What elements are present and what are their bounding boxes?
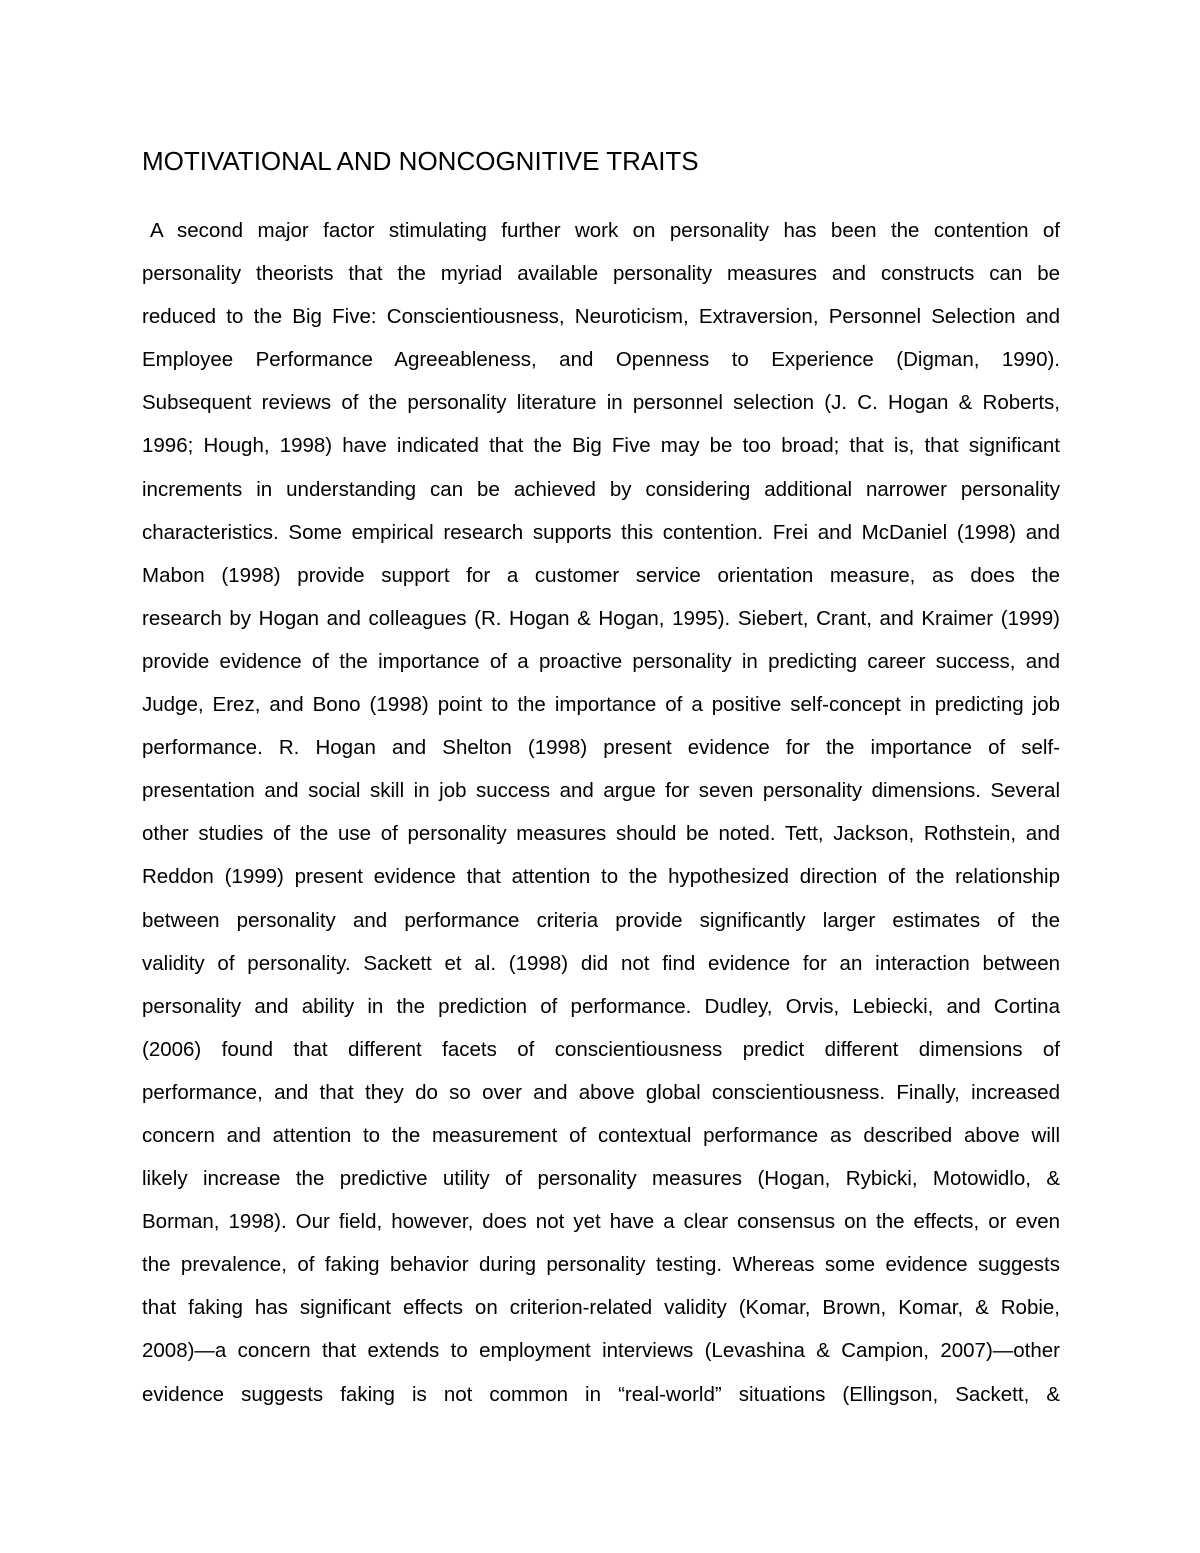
paragraph-line: validity of personality. Sackett et al. (1998) did not find evidence for an interaction between [142, 951, 1060, 975]
paragraph-line: Judge, Erez, and Bono (1998) point to the importance of a positive self-concept in predicting job [142, 693, 1060, 717]
paragraph-line: performance, and that they do so over and above global conscientiousness. Finally, increased [142, 1080, 1060, 1104]
paragraph-line: evidence suggests faking is not common in “real-world” situations (Ellingson, Sackett, & [142, 1382, 1060, 1406]
paragraph-line: A second major factor stimulating further work on personality has been the contention of [150, 219, 1060, 242]
paragraph-line: personality theorists that the myriad available personality measures and constructs can be [142, 262, 1060, 286]
paragraph-line: presentation and social skill in job success and argue for seven personality dimensions. Several [142, 779, 1060, 803]
paragraph-line: reduced to the Big Five: Conscientiousness, Neuroticism, Extraversion, Personnel Selection and [142, 305, 1060, 329]
paragraph-line: provide evidence of the importance of a proactive personality in predicting career success, and [142, 649, 1060, 673]
paragraph-line: Mabon (1998) provide support for a customer service orientation measure, as does the [142, 563, 1060, 587]
paragraph-line: increments in understanding can be achieved by considering additional narrower personality [142, 477, 1060, 501]
paragraph-line: 1996; Hough, 1998) have indicated that the Big Five may be too broad; that is, that significant [142, 434, 1060, 458]
paragraph-line: characteristics. Some empirical research supports this contention. Frei and McDaniel (1998) and [142, 520, 1060, 544]
paragraph-line: performance. R. Hogan and Shelton (1998) present evidence for the importance of self- [142, 736, 1060, 760]
paragraph-line: Reddon (1999) present evidence that attention to the hypothesized direction of the relationship [142, 865, 1060, 889]
paragraph-line: the prevalence, of faking behavior during personality testing. Whereas some evidence suggests [142, 1253, 1060, 1277]
paragraph-line: 2008)—a concern that extends to employment interviews (Levashina & Campion, 2007)—other [142, 1339, 1060, 1363]
paragraph-line: (2006) found that different facets of conscientiousness predict different dimensions of [142, 1037, 1060, 1061]
paragraph-line: likely increase the predictive utility of personality measures (Hogan, Rybicki, Motowidlo, & [142, 1167, 1060, 1191]
paragraph-line: personality and ability in the prediction of performance. Dudley, Orvis, Lebiecki, and Cortina [142, 994, 1060, 1018]
paragraph-line: Borman, 1998). Our field, however, does not yet have a clear consensus on the effects, or even [142, 1210, 1060, 1234]
paragraph-line: that faking has significant effects on criterion-related validity (Komar, Brown, Komar, & Robie, [142, 1296, 1060, 1320]
paragraph-line: concern and attention to the measurement of contextual performance as described above will [142, 1123, 1060, 1147]
paragraph-line: Subsequent reviews of the personality literature in personnel selection (J. C. Hogan & Roberts, [142, 391, 1060, 415]
paragraph-line: Employee Performance Agreeableness, and Openness to Experience (Digman, 1990). [142, 348, 1060, 372]
paragraph-line: other studies of the use of personality measures should be noted. Tett, Jackson, Rothstein, and [142, 822, 1060, 846]
paragraph-line: between personality and performance criteria provide significantly larger estimates of the [142, 908, 1060, 932]
body-paragraph [142, 212, 1060, 1419]
section-heading: MOTIVATIONAL AND NONCOGNITIVE TRAITS [142, 146, 699, 176]
paragraph-line: research by Hogan and colleagues (R. Hogan & Hogan, 1995). Siebert, Crant, and Kraimer (1999) [142, 606, 1060, 630]
